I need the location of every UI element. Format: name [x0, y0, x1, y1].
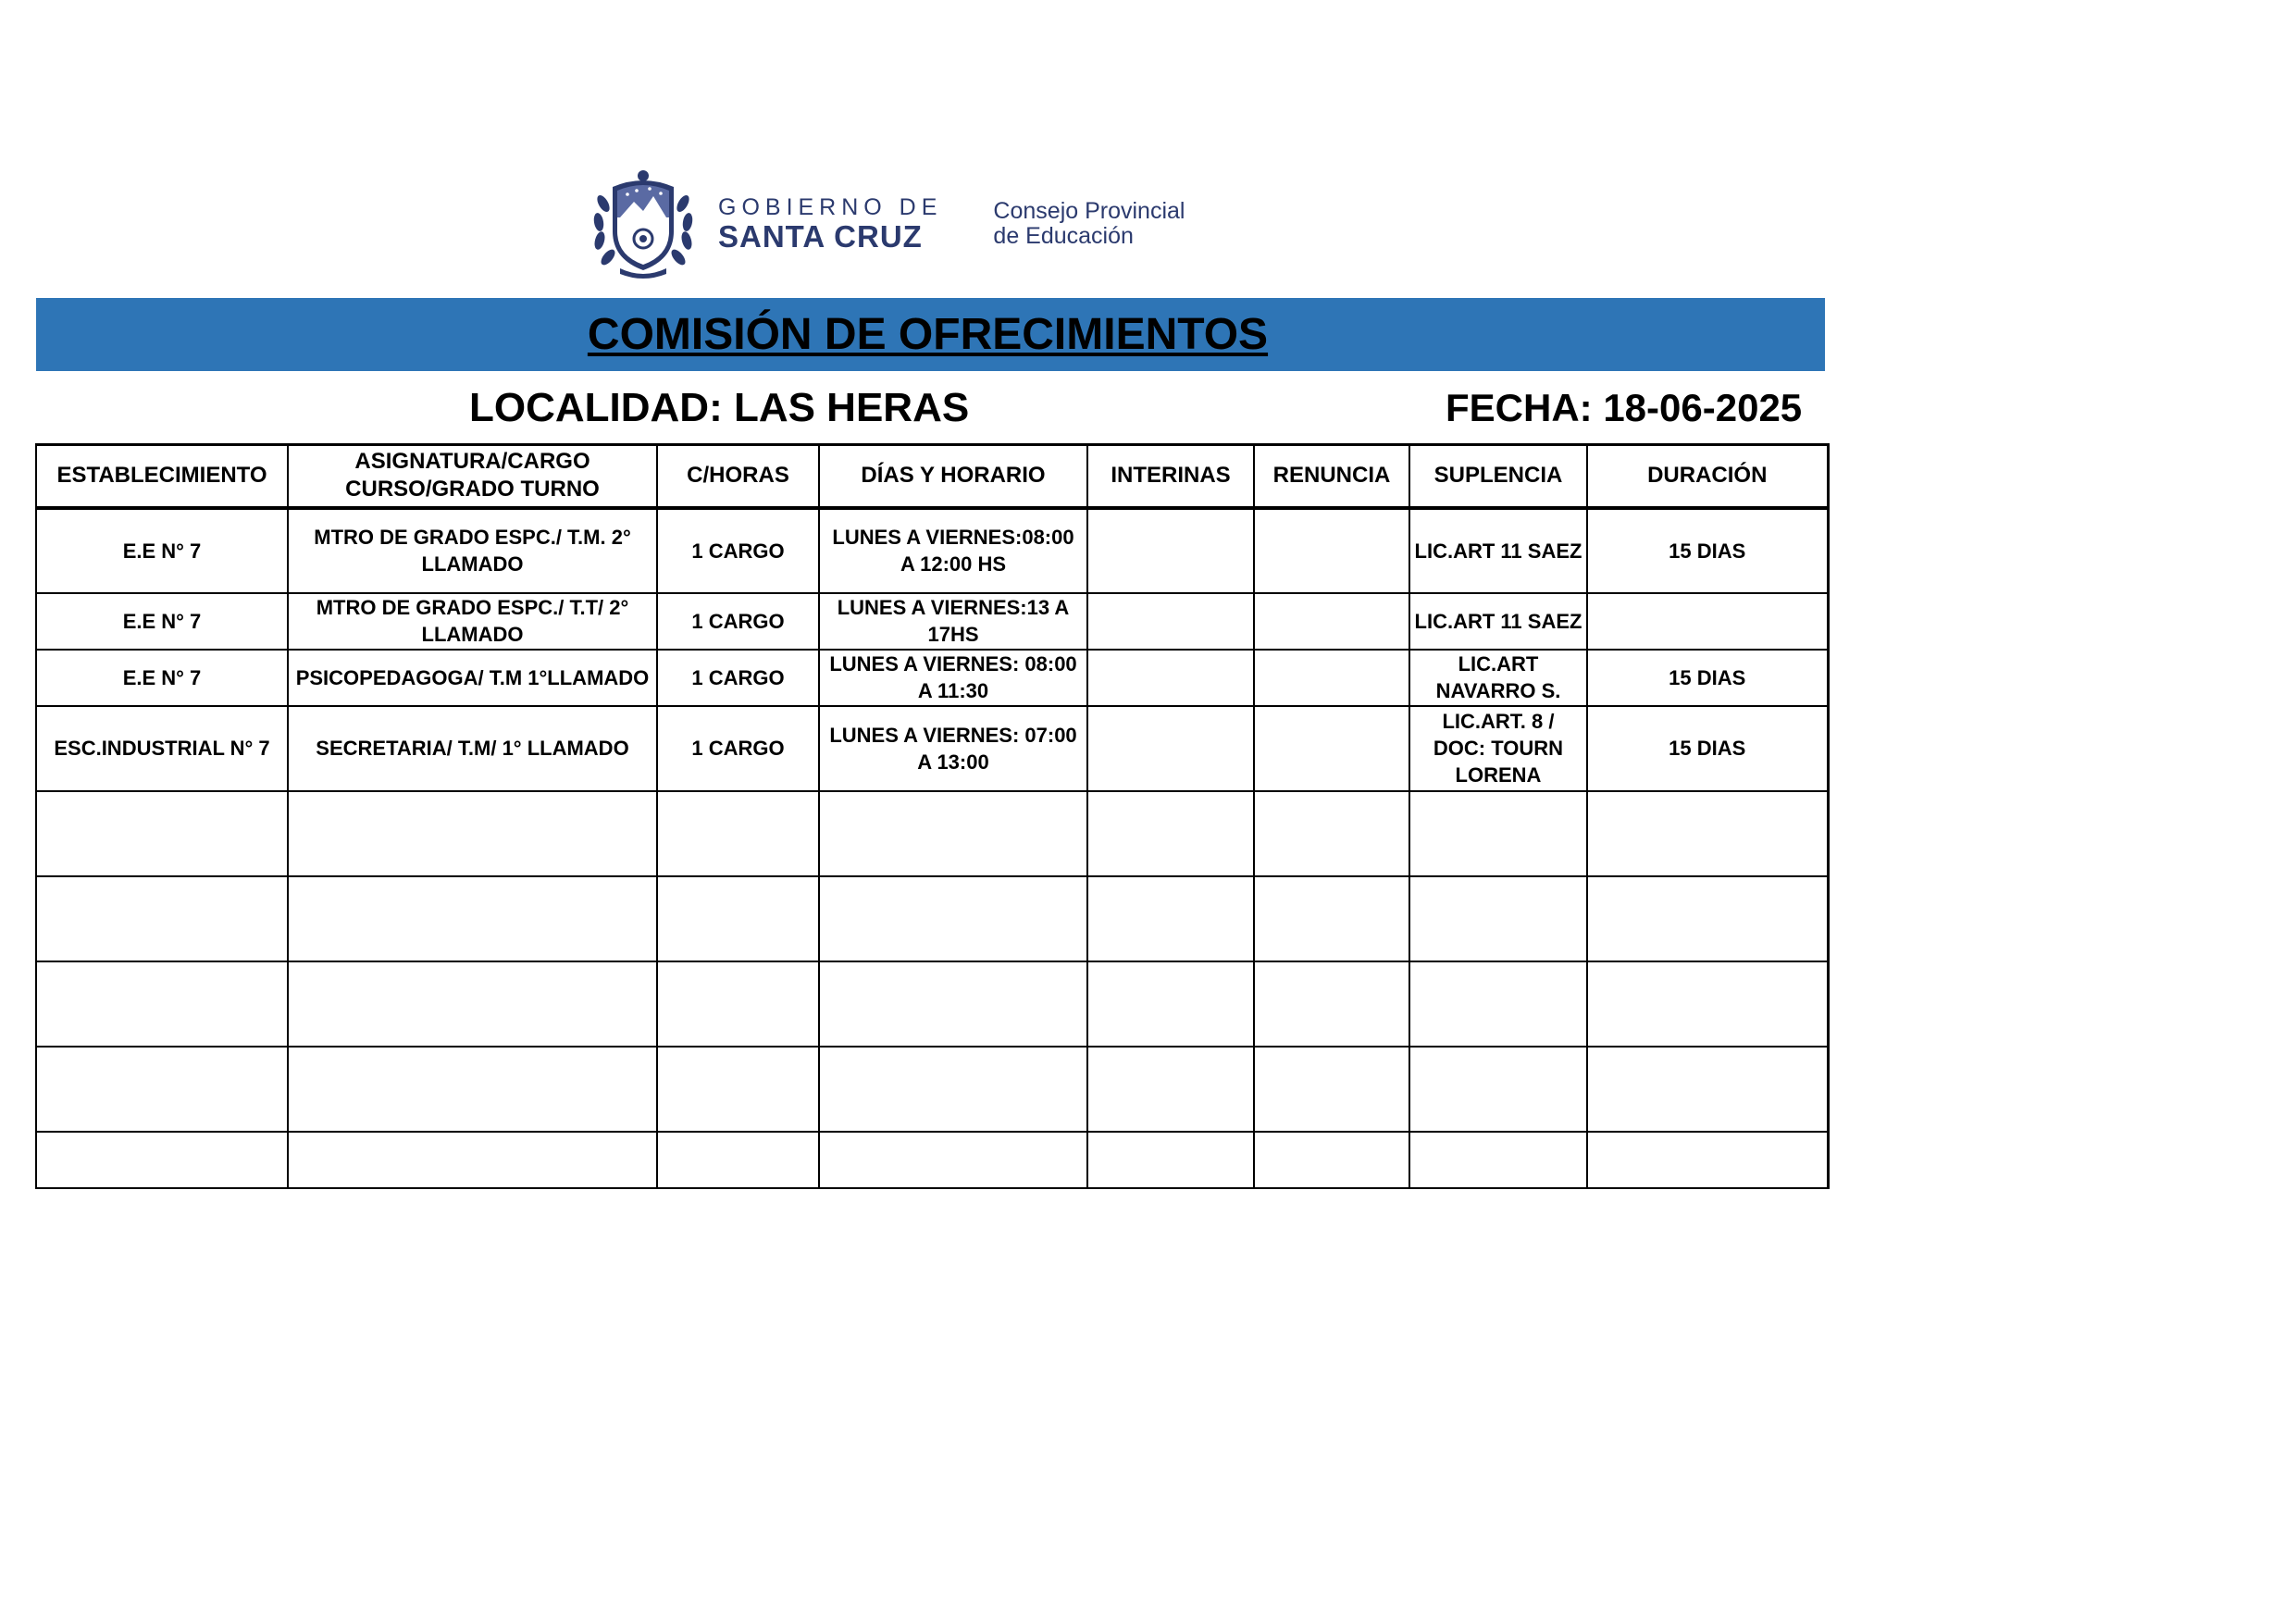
cell-asignatura: MTRO DE GRADO ESPC./ T.T/ 2° LLAMADO: [288, 593, 657, 650]
header-renuncia: RENUNCIA: [1254, 445, 1409, 508]
cell-establecimiento: [36, 1132, 288, 1188]
cell-duracion: [1587, 961, 1828, 1047]
cell-interinas: [1087, 508, 1254, 593]
table-row: [36, 706, 1828, 791]
cell-dias: LUNES A VIERNES: 08:00 A 11:30: [819, 650, 1087, 706]
cell-asignatura: [288, 791, 657, 876]
header-choras: C/HORAS: [657, 445, 819, 508]
cell-duracion: 15 DIAS: [1587, 650, 1828, 706]
cell-asignatura: [288, 1132, 657, 1188]
cell-choras: [657, 1132, 819, 1188]
cell-establecimiento: [36, 961, 288, 1047]
cell-suplencia: [1409, 961, 1587, 1047]
cell-choras: 1 CARGO: [657, 706, 819, 791]
cell-interinas: [1087, 1132, 1254, 1188]
cell-establecimiento: E.E N° 7: [36, 508, 288, 593]
localidad-label: LOCALIDAD: LAS HERAS: [469, 385, 970, 430]
header-duracion: DURACIÓN: [1587, 445, 1828, 508]
cell-asignatura: [288, 1047, 657, 1132]
cell-dias: LUNES A VIERNES:13 A 17HS: [819, 593, 1087, 650]
page-title: COMISIÓN DE OFRECIMIENTOS: [587, 310, 1269, 359]
cell-choras: [657, 791, 819, 876]
cell-suplencia: [1409, 1132, 1587, 1188]
cell-renuncia: [1254, 706, 1409, 791]
cell-interinas: [1087, 961, 1254, 1047]
cell-dias: LUNES A VIERNES:08:00 A 12:00 HS: [819, 508, 1087, 593]
cell-interinas: [1087, 876, 1254, 961]
cell-duracion: [1587, 791, 1828, 876]
consejo-line1: Consejo Provincial: [993, 198, 1185, 224]
cell-establecimiento: E.E N° 7: [36, 593, 288, 650]
cell-establecimiento: [36, 1047, 288, 1132]
cell-interinas: [1087, 1047, 1254, 1132]
header-asignatura: [288, 445, 657, 508]
consejo-block: [993, 199, 1185, 249]
cell-interinas: [1087, 593, 1254, 650]
table-row: [36, 1047, 1828, 1132]
table-row: [36, 961, 1828, 1047]
title-bar: [36, 298, 1825, 371]
cell-renuncia: [1254, 876, 1409, 961]
gobierno-block: [718, 194, 942, 254]
cell-duracion: [1587, 1132, 1828, 1188]
table-row: [36, 650, 1828, 706]
cell-asignatura: [288, 876, 657, 961]
cell-suplencia: LIC.ART NAVARRO S.: [1409, 650, 1587, 706]
cell-asignatura: [288, 961, 657, 1047]
header-suplencia: SUPLENCIA: [1409, 445, 1587, 508]
santa-cruz-seal-icon: [592, 167, 694, 281]
cell-choras: [657, 1047, 819, 1132]
consejo-line2: de Educación: [993, 223, 1134, 249]
header-asignatura-line2: CURSO/GRADO TURNO: [345, 477, 600, 502]
cell-suplencia: LIC.ART. 8 / DOC: TOURN LORENA: [1409, 706, 1587, 791]
cell-duracion: 15 DIAS: [1587, 706, 1828, 791]
cell-duracion: [1587, 593, 1828, 650]
cell-dias: [819, 1132, 1087, 1188]
cell-suplencia: [1409, 791, 1587, 876]
cell-asignatura: PSICOPEDAGOGA/ T.M 1°LLAMADO: [288, 650, 657, 706]
cell-dias: LUNES A VIERNES: 07:00 A 13:00: [819, 706, 1087, 791]
cell-renuncia: [1254, 650, 1409, 706]
cell-choras: 1 CARGO: [657, 593, 819, 650]
header-logo: [592, 167, 1185, 281]
cell-renuncia: [1254, 1047, 1409, 1132]
cell-asignatura: SECRETARIA/ T.M/ 1° LLAMADO: [288, 706, 657, 791]
cell-duracion: 15 DIAS: [1587, 508, 1828, 593]
cell-renuncia: [1254, 1132, 1409, 1188]
cell-renuncia: [1254, 508, 1409, 593]
header-dias: DÍAS Y HORARIO: [819, 445, 1087, 508]
cell-choras: [657, 961, 819, 1047]
cell-suplencia: LIC.ART 11 SAEZ: [1409, 508, 1587, 593]
fecha-label: FECHA: 18-06-2025: [1446, 386, 1803, 429]
header-establecimiento: ESTABLECIMIENTO: [36, 445, 288, 508]
table-row: [36, 593, 1828, 650]
table-row: [36, 1132, 1828, 1188]
cell-choras: [657, 876, 819, 961]
cell-suplencia: [1409, 876, 1587, 961]
cell-choras: 1 CARGO: [657, 650, 819, 706]
cell-establecimiento: [36, 876, 288, 961]
cell-dias: [819, 1047, 1087, 1132]
table-row: [36, 791, 1828, 876]
cell-asignatura: MTRO DE GRADO ESPC./ T.M. 2° LLAMADO: [288, 508, 657, 593]
cell-duracion: [1587, 876, 1828, 961]
ofrecimientos-table: [35, 443, 1830, 1189]
table-row: [36, 876, 1828, 961]
header-interinas: INTERINAS: [1087, 445, 1254, 508]
cell-dias: [819, 876, 1087, 961]
gobierno-line1: GOBIERNO DE: [718, 194, 943, 220]
gobierno-line2: SANTA CRUZ: [718, 219, 923, 254]
cell-dias: [819, 791, 1087, 876]
cell-interinas: [1087, 650, 1254, 706]
cell-establecimiento: ESC.INDUSTRIAL N° 7: [36, 706, 288, 791]
cell-establecimiento: [36, 791, 288, 876]
cell-renuncia: [1254, 593, 1409, 650]
table-row: [36, 508, 1828, 593]
cell-renuncia: [1254, 961, 1409, 1047]
cell-dias: [819, 961, 1087, 1047]
cell-suplencia: [1409, 1047, 1587, 1132]
cell-duracion: [1587, 1047, 1828, 1132]
cell-interinas: [1087, 706, 1254, 791]
cell-choras: 1 CARGO: [657, 508, 819, 593]
cell-suplencia: LIC.ART 11 SAEZ: [1409, 593, 1587, 650]
cell-interinas: [1087, 791, 1254, 876]
table-header-row: [36, 445, 1828, 508]
cell-renuncia: [1254, 791, 1409, 876]
header-asignatura-line1: ASIGNATURA/CARGO: [354, 449, 590, 475]
cell-establecimiento: E.E N° 7: [36, 650, 288, 706]
